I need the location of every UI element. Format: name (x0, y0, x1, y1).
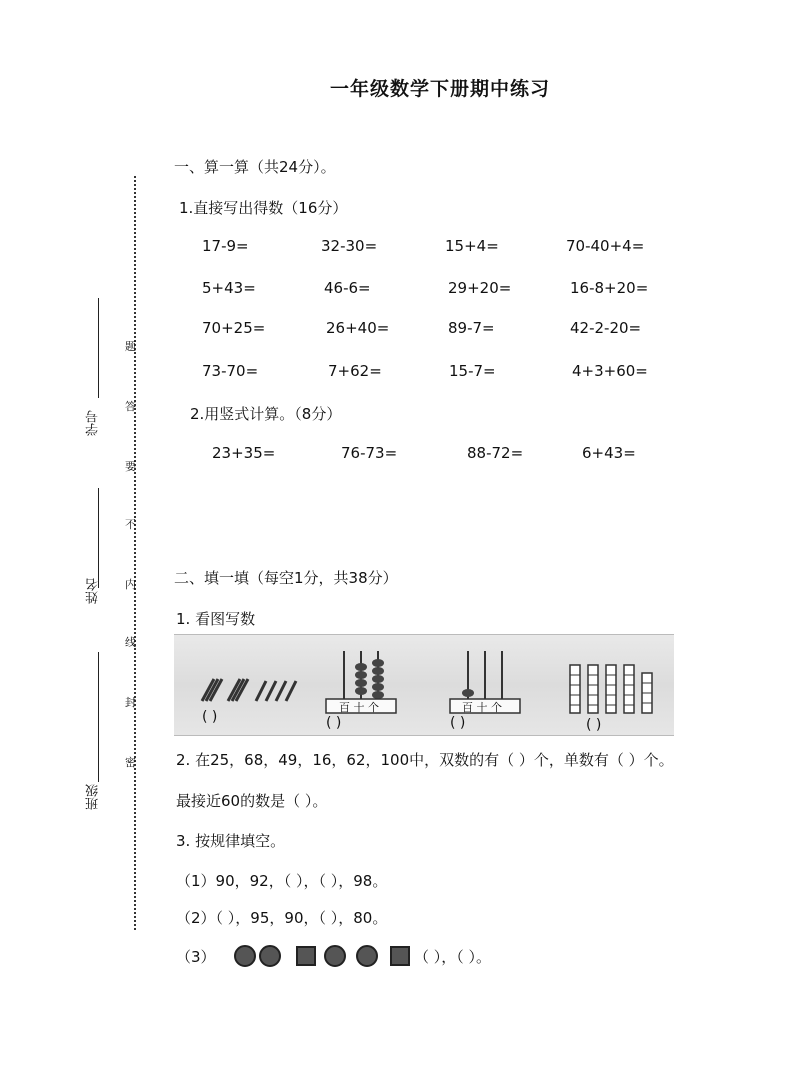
vertical-calc-3: 88-72= (467, 444, 524, 462)
calc-3-3: 89-7= (448, 319, 495, 337)
pattern-square-1 (296, 946, 316, 966)
stick-bundles (194, 671, 304, 711)
vertical-calc-1: 23+35= (212, 444, 276, 462)
calc-2-1: 5+43= (202, 279, 256, 297)
seal-char-5: 内 (125, 578, 136, 591)
seal-char-8: 密 (125, 756, 136, 769)
pattern-circle-4 (356, 945, 378, 967)
calc-3-1: 70+25= (202, 319, 266, 337)
calc-4-1: 73-70= (202, 362, 259, 380)
calc-2-2: 46-6= (324, 279, 371, 297)
q3-line3-prefix: （3） (176, 948, 216, 966)
vertical-calc-4: 6+43= (582, 444, 636, 462)
calc-4-2: 7+62= (328, 362, 382, 380)
calc-2-4: 16-8+20= (570, 279, 649, 297)
seal-char-6: 线 (125, 636, 136, 649)
section1-part1-heading: 1.直接写出得数（16分） (179, 199, 348, 217)
pattern-circle-3 (324, 945, 346, 967)
calc-4-4: 4+3+60= (572, 362, 648, 380)
calc-1-3: 15+4= (445, 237, 499, 255)
q3-line1: （1）90，92，（ ），（ ），98。 (176, 872, 388, 890)
q3-heading: 3. 按规律填空。 (176, 832, 286, 850)
pattern-circle-2 (259, 945, 281, 967)
seal-char-7: 封 (125, 696, 136, 709)
page-title: 一年级数学下册期中练习 (330, 78, 551, 100)
student-name-label: 姓名 (86, 578, 101, 604)
seal-char-2: 答 (125, 400, 136, 413)
vertical-calc-2: 76-73= (341, 444, 398, 462)
abacus-1-label: 百 十 个 (339, 701, 379, 714)
blank-3[interactable]: ( ) (450, 715, 466, 731)
pattern-circle-1 (234, 945, 256, 967)
section1-part2-heading: 2.用竖式计算。（8分） (190, 405, 342, 423)
blank-2[interactable]: ( ) (326, 715, 342, 731)
seal-char-4: 不 (125, 518, 136, 531)
section1-heading: 一、算一算（共24分）。 (174, 158, 336, 176)
q2-line2: 最接近60的数是（ ）。 (176, 792, 328, 810)
q3-line3-suffix: （ ），（ ）。 (414, 948, 492, 966)
q1-label: 1. 看图写数 (176, 610, 256, 628)
seal-char-3: 要 (125, 460, 136, 473)
calc-1-4: 70-40+4= (566, 237, 645, 255)
counting-picture (174, 634, 674, 736)
class-line (98, 652, 99, 782)
student-name-line (98, 488, 99, 588)
blank-1[interactable]: ( ) (202, 709, 218, 725)
student-id-line (98, 298, 101, 398)
seal-char-1: 题 (125, 340, 136, 353)
cube-columns (566, 661, 666, 717)
calc-3-4: 42-2-20= (570, 319, 642, 337)
q3-line2: （2）（ ），95，90，（ ），80。 (176, 909, 388, 927)
student-id-label: 学号 (86, 410, 101, 436)
binding-dotted-line (134, 176, 136, 930)
q2-line1: 2. 在25，68，49，16，62，100中，双数的有（ ）个，单数有（ ）个。 (176, 751, 674, 769)
calc-2-3: 29+20= (448, 279, 512, 297)
abacus-2-label: 百 十 个 (462, 701, 502, 714)
class-label: 班级 (86, 784, 101, 810)
calc-1-2: 32-30= (321, 237, 378, 255)
blank-4[interactable]: ( ) (586, 717, 602, 733)
calc-4-3: 15-7= (449, 362, 496, 380)
calc-3-2: 26+40= (326, 319, 390, 337)
calc-1-1: 17-9= (202, 237, 249, 255)
section2-heading: 二、填一填（每空1分，共38分） (174, 569, 398, 587)
pattern-square-2 (390, 946, 410, 966)
